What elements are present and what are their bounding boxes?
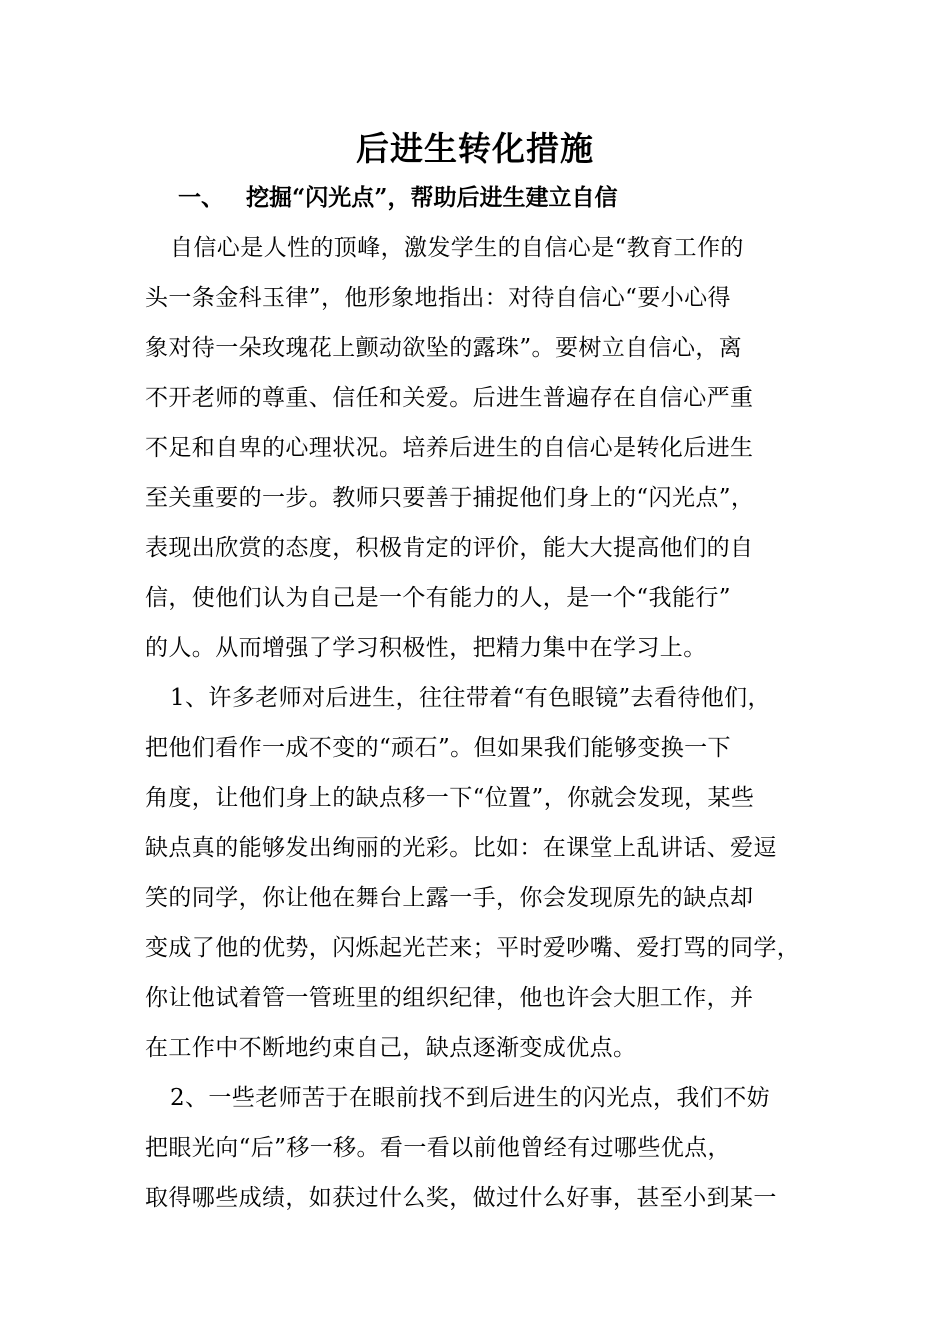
- paragraph-line: 不开老师的尊重、信任和关爱。后进生普遍存在自信心严重: [145, 385, 754, 411]
- document-title: 后进生转化措施: [356, 129, 594, 168]
- paragraph-line: 缺点真的能够发出绚丽的光彩。比如：在课堂上乱讲话、爱逗: [145, 835, 777, 861]
- paragraph-line: 取得哪些成绩，如获过什么奖，做过什么好事，甚至小到某一: [145, 1185, 777, 1211]
- section-heading: [178, 178, 617, 218]
- paragraph-line: 表现出欣赏的态度，积极肯定的评价，能大大提高他们的自: [145, 535, 754, 561]
- paragraph-line: 不足和自卑的心理状况。培养后进生的自信心是转化后进生: [145, 435, 754, 461]
- paragraph-line: 头一条金科玉律”，他形象地指出：对待自信心“要小心得: [145, 285, 731, 311]
- section-heading-text: 挖掘“闪光点”，帮助后进生建立自信: [246, 184, 618, 211]
- paragraph-line: 变成了他的优势，闪烁起光芒来；平时爱吵嘴、爱打骂的同学，: [145, 935, 801, 961]
- paragraph-line: 把眼光向“后”移一移。看一看以前他曾经有过哪些优点，: [145, 1135, 731, 1161]
- paragraph-line: 2、一些老师苦于在眼前找不到后进生的闪光点，我们不妨: [170, 1085, 771, 1111]
- paragraph-line: 自信心是人性的顶峰，激发学生的自信心是“教育工作的: [170, 235, 744, 261]
- paragraph-line: 1、许多老师对后进生，往往带着“有色眼镜”去看待他们，: [170, 685, 771, 711]
- paragraph-line: 笑的同学，你让他在舞台上露一手，你会发现原先的缺点却: [145, 885, 754, 911]
- paragraph-line: 在工作中不断地约束自己，缺点逐渐变成优点。: [145, 1035, 637, 1061]
- paragraph-line: 至关重要的一步。教师只要善于捕捉他们身上的“闪光点”，: [145, 485, 755, 511]
- paragraph-line: 的人。从而增强了学习积极性，把精力集中在学习上。: [145, 635, 707, 661]
- paragraph-line: 你让他试着管一管班里的组织纪律，他也许会大胆工作，并: [145, 985, 754, 1011]
- paragraph-line: 象对待一朵玫瑰花上颤动欲坠的露珠”。要树立自信心，离: [145, 335, 743, 361]
- section-number: 一、: [178, 184, 224, 211]
- paragraph-line: 信，使他们认为自己是一个有能力的人，是一个“我能行”: [145, 585, 731, 611]
- paragraph-line: 角度，让他们身上的缺点移一下“位置”，你就会发现，某些: [145, 785, 755, 811]
- paragraph-line: 把他们看作一成不变的“顽石”。但如果我们能够变换一下: [145, 735, 731, 761]
